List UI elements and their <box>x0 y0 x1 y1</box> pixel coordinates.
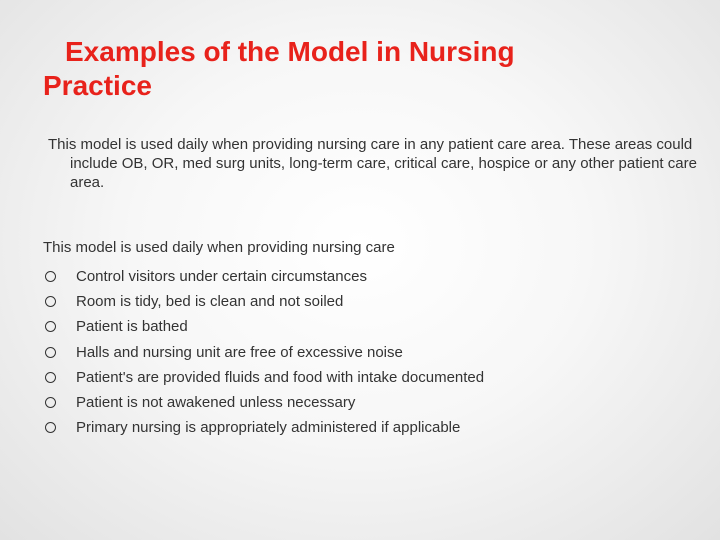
circle-bullet-icon <box>45 397 56 408</box>
list-item-text: Patient is not awakened unless necessary <box>76 394 356 412</box>
circle-bullet-icon <box>45 347 56 358</box>
intro-paragraph: This model is used daily when providing nursing care in any patient care area. These areas could include OB, OR, med surg units, long-term care, critical care, hospice or any other patient care area. <box>48 136 697 191</box>
list-item <box>43 340 683 365</box>
circle-bullet-icon <box>45 296 56 307</box>
list-heading: This model is used daily when providing nursing care <box>43 239 395 256</box>
list-item-text: Patient is bathed <box>76 318 188 336</box>
bullet-list <box>43 264 683 440</box>
list-item-text: Room is tidy, bed is clean and not soiled <box>76 293 344 311</box>
circle-bullet-icon <box>45 372 56 383</box>
circle-bullet-icon <box>45 271 56 282</box>
circle-bullet-icon <box>45 321 56 332</box>
list-item <box>43 415 683 440</box>
list-item <box>43 365 683 390</box>
list-item <box>43 289 683 314</box>
list-item <box>43 390 683 415</box>
circle-bullet-icon <box>45 422 56 433</box>
list-item-text: Patient's are provided fluids and food with intake documented <box>76 368 485 386</box>
list-item-text: Primary nursing is appropriately administered if applicable <box>76 419 461 437</box>
list-item <box>43 314 683 339</box>
list-item-text: Halls and nursing unit are free of excessive noise <box>76 343 403 361</box>
list-item <box>43 264 683 289</box>
list-item-text: Control visitors under certain circumstances <box>76 268 367 286</box>
slide-title: Examples of the Model in Nursing Practice <box>43 36 515 101</box>
